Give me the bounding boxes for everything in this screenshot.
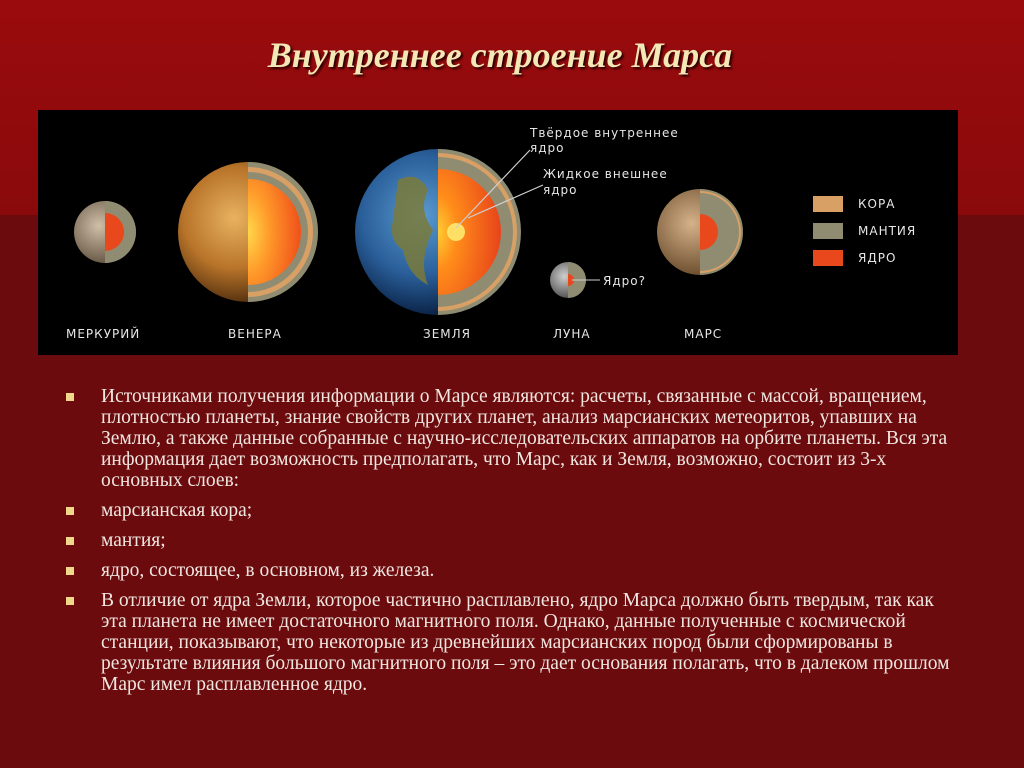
legend-swatch-core: [813, 250, 843, 266]
list-item: [64, 386, 964, 491]
bullet-list-container: [64, 386, 964, 704]
solid-core-label-1: Твёрдое внутреннее: [530, 126, 679, 140]
moon-planet: [550, 262, 600, 298]
bullet-icon: [66, 393, 74, 401]
legend-label-crust: КОРА: [858, 197, 896, 211]
moon-core-label: Ядро?: [603, 274, 646, 288]
list-item: [64, 560, 964, 581]
legend-label-mantle: МАНТИЯ: [858, 224, 917, 238]
legend-swatch-crust: [813, 196, 843, 212]
bullet-icon: [66, 507, 74, 515]
list-item: [64, 590, 964, 695]
planet-name-mercury: МЕРКУРИЙ: [66, 327, 141, 341]
bullet-list: [64, 386, 964, 695]
list-item: [64, 500, 964, 521]
venus-planet: [178, 162, 318, 302]
list-item: [64, 530, 964, 551]
bullet-icon: [66, 567, 74, 575]
planets-svg: [38, 110, 958, 355]
planet-name-moon: ЛУНА: [553, 327, 591, 341]
list-item-text: ядро, состоящее, в основном, из железа.: [101, 560, 435, 581]
planets-diagram: [38, 110, 958, 355]
mercury-planet: [74, 201, 136, 263]
legend-swatch-mantle: [813, 223, 843, 239]
solid-core-label-2: ядро: [530, 141, 565, 155]
slide-title: Внутреннее строение Марса: [267, 35, 733, 75]
planet-name-mars: МАРС: [684, 327, 723, 341]
list-item-text: марсианская кора;: [101, 500, 253, 521]
list-item-text: мантия;: [101, 530, 166, 551]
planet-name-venus: ВЕНЕРА: [228, 327, 282, 341]
bullet-icon: [66, 597, 74, 605]
bullet-icon: [66, 537, 74, 545]
list-item-text: Источниками получения информации о Марсе являются: расчеты, связанные с массой, вращением, плотностью планеты, знание свойств других планет, анализ марсианских метеоритов, упавших на Землю, а также данные собранные с научно-исследовательских аппаратов на орбите планеты. Вся эта информация дает возможность предполагать, что Марс, как и Земля, возможно, состоит из 3-х основных слоев:: [101, 386, 948, 491]
legend: [813, 196, 916, 266]
planet-name-earth: ЗЕМЛЯ: [423, 327, 471, 341]
liquid-core-label-1: Жидкое внешнее: [543, 167, 668, 181]
liquid-core-label-2: ядро: [543, 183, 578, 197]
list-item-text: В отличие от ядра Земли, которое частично расплавлено, ядро Марса должно быть твердым, так как эта планета не имеет достаточного магнитного поля. Однако, данные полученные с космической станции, показывают, что некоторые из древнейших марсианских пород были сформированы в результате влияния большого магнитного поля – это дает основания полагать, что в далеком прошлом Марс имел расплавленное ядро.: [101, 590, 950, 695]
legend-label-core: ЯДРО: [858, 251, 897, 265]
mars-planet: [657, 189, 743, 275]
earth-planet: [355, 149, 543, 315]
